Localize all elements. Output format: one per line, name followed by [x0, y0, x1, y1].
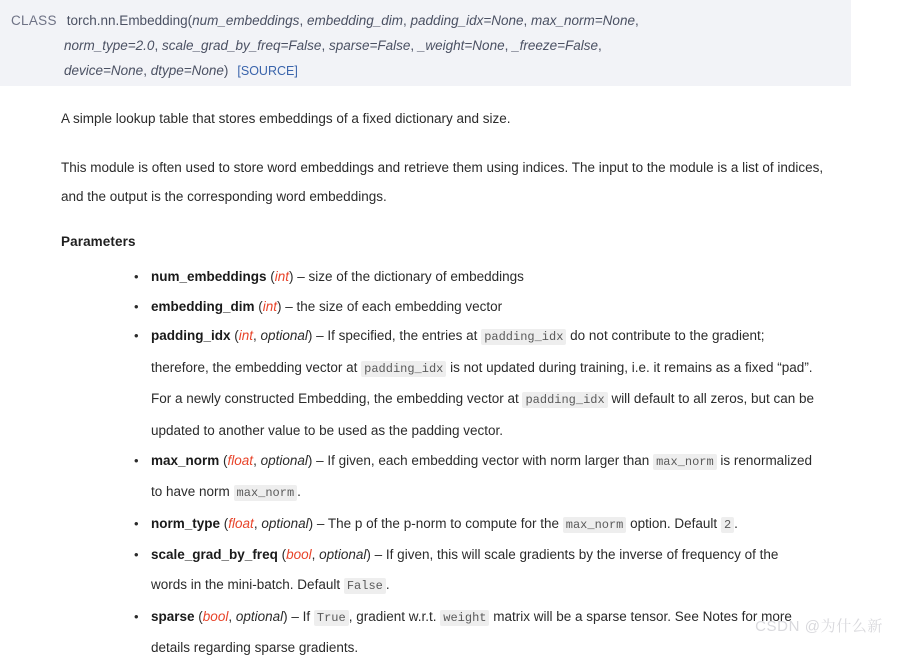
signature-close-paren: )	[223, 63, 229, 78]
parameter-item	[0, 509, 857, 541]
parameter-description-text: – The p of the p-norm to compute for the	[313, 515, 563, 531]
signature-argument: _freeze=False	[512, 38, 599, 53]
signature-argument: padding_idx=None	[410, 13, 524, 28]
parameter-description-text: .	[297, 484, 301, 500]
parameter-item	[0, 292, 857, 322]
parameter-type-open-paren: (	[266, 269, 275, 284]
parameter-type: bool	[202, 608, 229, 624]
parameter-description-text: – If	[287, 608, 314, 624]
signature-separator: ,	[504, 38, 513, 53]
inline-code: max_norm	[653, 454, 717, 470]
parameter-type: int	[274, 269, 290, 284]
intro-paragraph-1: A simple lookup table that stores embeddings of a fixed dictionary and size.	[61, 111, 511, 126]
signature-separator: ,	[523, 13, 532, 28]
parameter-description-text: – If given, this will scale gradients by the inverse of frequency of the words in the mini-batch. Default	[151, 547, 779, 592]
parameter-item	[0, 446, 857, 509]
signature-separator: ,	[321, 38, 329, 53]
parameter-type-open-paren: (	[220, 515, 229, 531]
parameter-type-open-paren: (	[194, 608, 203, 624]
parameter-description-text: – If given, each embedding vector with norm larger than	[312, 452, 654, 468]
parameters-list	[0, 249, 897, 663]
parameter-name: embedding_dim	[151, 298, 255, 314]
parameter-description-text: .	[385, 576, 390, 592]
class-signature-block	[0, 0, 851, 86]
signature-line-3	[0, 58, 851, 84]
signature-argument: dtype=None	[150, 63, 224, 78]
parameter-type: float	[228, 515, 254, 531]
parameter-name: padding_idx	[151, 328, 231, 344]
parameter-description-text: .	[734, 515, 738, 531]
parameter-description-text: is renormalized to have norm	[151, 452, 812, 500]
parameter-type-close-paren: )	[277, 298, 282, 314]
parameter-optional-label: optional	[260, 452, 308, 468]
parameter-optional-label: optional	[235, 608, 284, 624]
inline-code: 2	[721, 517, 734, 533]
parameter-type: bool	[286, 547, 312, 563]
parameter-description-text: – If specified, the entries at	[312, 328, 482, 344]
signature-argument: device=None	[64, 63, 144, 78]
class-keyword-label: CLASS	[11, 13, 57, 28]
parameter-name: norm_type	[151, 515, 221, 531]
signature-argument: num_embeddings	[192, 13, 300, 28]
parameter-name: scale_grad_by_freq	[151, 547, 278, 563]
inline-code: True	[314, 610, 349, 626]
parameter-description-text: – size of the dictionary of embeddings	[293, 269, 524, 284]
signature-line-2	[0, 33, 851, 58]
parameter-item	[0, 540, 857, 601]
parameter-type-separator: ,	[311, 547, 320, 563]
signature-separator: ,	[598, 38, 602, 53]
signature-separator: ,	[143, 63, 151, 78]
signature-argument: norm_type=2.0	[64, 38, 155, 53]
signature-separator: ,	[410, 38, 418, 53]
inline-code: weight	[440, 610, 489, 626]
parameter-description-text: will default to all zeros, but can be updated to another value to be used as the padding vector.	[151, 391, 815, 438]
parameters-heading: Parameters	[61, 234, 136, 249]
parameter-type-close-paren: )	[366, 547, 371, 563]
parameter-type-separator: ,	[253, 452, 261, 468]
parameter-item	[0, 602, 857, 663]
parameter-description-text: matrix will be a sparse tensor. See Notes for more details regarding sparse gradients.	[151, 608, 792, 656]
parameter-type-open-paren: (	[254, 298, 263, 314]
inline-code: padding_idx	[361, 361, 446, 377]
signature-separator: ,	[403, 13, 411, 28]
documentation-content	[0, 86, 897, 663]
parameter-type-separator: ,	[253, 328, 261, 344]
parameter-name: max_norm	[151, 452, 220, 468]
intro-paragraph-2: This module is often used to store word embeddings and retrieve them using indices. The input to the module is a list of indices, and the output is the corresponding word embeddings.	[61, 160, 824, 204]
signature-argument: max_norm=None	[531, 13, 635, 28]
parameter-optional-label: optional	[260, 328, 308, 344]
signature-argument: embedding_dim	[306, 13, 404, 28]
parameter-description-text: do not contribute to the gradient; therefore, the embedding vector at	[151, 328, 765, 375]
parameter-description-text: , gradient w.r.t.	[348, 608, 441, 624]
parameter-optional-label: optional	[261, 515, 309, 531]
parameter-description-text: – the size of each embedding vector	[281, 298, 503, 314]
parameter-description-text: is not updated during training, i.e. it remains as a fixed “pad”. For a newly constructed Embedding, the embedding vector at	[151, 359, 813, 407]
signature-argument: scale_grad_by_freq=False	[161, 38, 322, 53]
parameter-type: float	[227, 452, 254, 468]
inline-code: False	[344, 578, 386, 594]
signature-separator: ,	[634, 13, 639, 28]
signature-separator: ,	[299, 13, 307, 28]
parameter-item	[0, 321, 857, 445]
parameter-type-open-paren: (	[277, 547, 287, 563]
parameter-type-open-paren: (	[230, 328, 239, 344]
parameter-type-close-paren: )	[307, 452, 313, 468]
parameter-description-text: option. Default	[626, 515, 721, 531]
signature-open-paren: (	[187, 13, 193, 28]
parameter-name: sparse	[151, 608, 195, 624]
parameter-type-close-paren: )	[307, 328, 313, 344]
parameter-type-close-paren: )	[283, 608, 288, 624]
parameter-type-separator: ,	[253, 515, 262, 531]
parameter-item	[0, 262, 857, 292]
inline-code: padding_idx	[522, 392, 607, 408]
source-link[interactable]: [SOURCE]	[237, 64, 298, 78]
signature-argument: _weight=None	[417, 38, 505, 53]
signature-args-line-1	[192, 13, 639, 28]
parameter-optional-label: optional	[319, 547, 367, 563]
csdn-watermark: CSDN @为什么新	[755, 618, 883, 635]
parameter-type-close-paren: )	[308, 515, 314, 531]
parameter-type-close-paren: )	[289, 269, 294, 284]
class-qualified-name: torch.nn.Embedding	[66, 13, 188, 28]
parameter-type: int	[238, 328, 254, 344]
parameter-name: num_embeddings	[151, 269, 267, 284]
parameter-type: int	[262, 298, 278, 314]
signature-args-line-2	[64, 38, 602, 53]
signature-argument: sparse=False	[328, 38, 411, 53]
signature-line-1	[0, 8, 851, 33]
parameter-type-open-paren: (	[219, 452, 228, 468]
inline-code: max_norm	[234, 485, 298, 501]
parameter-type-separator: ,	[228, 608, 236, 624]
inline-code: max_norm	[563, 517, 627, 533]
signature-args-line-3	[64, 63, 224, 78]
signature-separator: ,	[154, 38, 162, 53]
inline-code: padding_idx	[481, 329, 566, 345]
